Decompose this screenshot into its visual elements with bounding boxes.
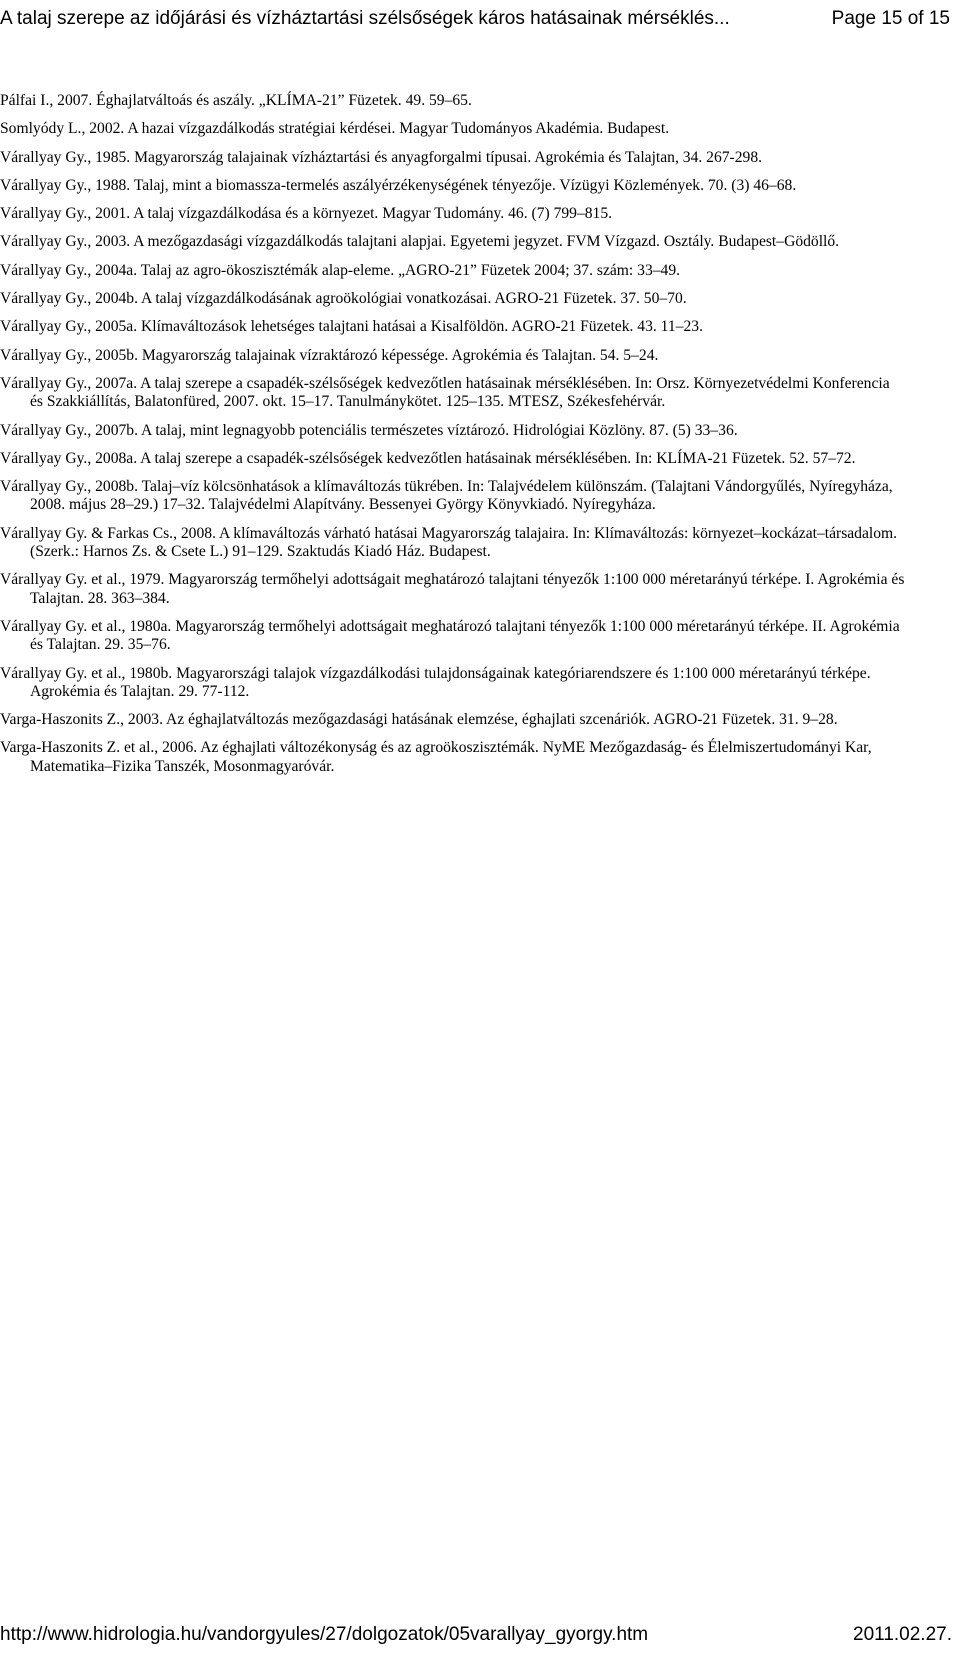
reference-item: Várallyay Gy., 2007a. A talaj szerepe a csapadék-szélsőségek kedvezőtlen hatásainak mérséklésében. In: Orsz. Környezetvédelmi Konferencia és Szakkiállítás, Balatonfüred, 2007. okt. 15–17. Tanulmánykötet. 125–135. MTESZ, Székesfehérvár. bbox=[0, 374, 890, 411]
reference-item: Várallyay Gy., 2005b. Magyarország talajainak vízraktározó képessége. Agrokémia és Talajtan. 54. 5–24. bbox=[0, 346, 659, 364]
reference-item: Várallyay Gy. et al., 1979. Magyarország termőhelyi adottságait meghatározó talajtani tényezők 1:100 000 méretarányú térképe. I. Agrokémia és Talajtan. 28. 363–384. bbox=[0, 571, 905, 607]
reference-list bbox=[0, 92, 905, 776]
print-header bbox=[0, 4, 950, 34]
reference-item: Várallyay Gy., 1988. Talaj, mint a biomassza-termelés aszályérzékenységének tényezője. Vízügyi Közlemények. 70. (3) 46–68. bbox=[0, 176, 797, 194]
page-number: Page 15 of 15 bbox=[831, 8, 950, 29]
document-title: A talaj szerepe az időjárási és vízháztartási szélsőségek káros hatásainak mérséklés... bbox=[0, 8, 730, 29]
reference-item: Várallyay Gy. et al., 1980a. Magyarország termőhelyi adottságait meghatározó talajtani tényezők 1:100 000 méretarányú térképe. II. Agrokémia és Talajtan. 29. 35–76. bbox=[0, 617, 900, 654]
reference-item: Várallyay Gy., 2008a. A talaj szerepe a csapadék-szélsőségek kedvezőtlen hatásainak mérséklésében. In: KLÍMA-21 Füzetek. 52. 57–72. bbox=[0, 449, 856, 467]
reference-item: Varga-Haszonits Z. et al., 2006. Az éghajlati változékonyság és az agroökoszisztémák. NyME Mezőgazdaság- és Élelmiszertudományi Kar, Matematika–Fizika Tanszék, Mosonmagyaróvár. bbox=[0, 739, 872, 775]
reference-item: Várallyay Gy., 2003. A mezőgazdasági vízgazdálkodás talajtani alapjai. Egyetemi jegyzet. FVM Vízgazd. Osztály. Budapest–Gödöllő. bbox=[0, 233, 840, 251]
reference-item: Várallyay Gy., 2005a. Klímaváltozások lehetséges talajtani hatásai a Kisalföldön. AGRO-21 Füzetek. 43. 11–23. bbox=[0, 318, 703, 336]
reference-item: Várallyay Gy., 2001. A talaj vízgazdálkodása és a környezet. Magyar Tudomány. 46. (7) 799–815. bbox=[0, 205, 613, 223]
reference-item: Somlyódy L., 2002. A hazai vízgazdálkodás stratégiai kérdései. Magyar Tudományos Akadémia. Budapest. bbox=[0, 120, 670, 138]
reference-item: Várallyay Gy., 2004b. A talaj vízgazdálkodásának agroökológiai vonatkozásai. AGRO-21 Füzetek. 37. 50–70. bbox=[0, 290, 687, 308]
reference-item: Várallyay Gy. et al., 1980b. Magyarországi talajok vízgazdálkodási tulajdonságainak kategóriarendszere és 1:100 000 méretarányú térképe. Agrokémia és Talajtan. 29. 77-112. bbox=[0, 664, 871, 700]
reference-item: Várallyay Gy., 2008b. Talaj–víz kölcsönhatások a klímaváltozás tükrében. In: Talajvédelem különszám. (Talajtani Vándorgyűlés, Nyíregyháza, 2008. május 28–29.) 17–32. Talajvédelmi Alapítvány. Bessenyei György Könyvkiadó. Nyíregyháza. bbox=[0, 478, 893, 514]
print-date: 2011.02.27. bbox=[853, 1624, 952, 1645]
source-url: http://www.hidrologia.hu/vandorgyules/27/dolgozatok/05varallyay_gyorgy.htm bbox=[0, 1624, 649, 1645]
reference-item: Várallyay Gy., 2004a. Talaj az agro-ökoszisztémák alap-eleme. „AGRO-21” Füzetek 2004; 37. szám: 33–49. bbox=[0, 261, 681, 279]
reference-item: Varga-Haszonits Z., 2003. Az éghajlatváltozás mezőgazdasági hatásának elemzése, éghajlati szcenáriók. AGRO-21 Füzetek. 31. 9–28. bbox=[0, 711, 838, 729]
reference-item: Várallyay Gy., 2007b. A talaj, mint legnagyobb potenciális természetes víztározó. Hidrológiai Közlöny. 87. (5) 33–36. bbox=[0, 421, 738, 439]
reference-item: Várallyay Gy. & Farkas Cs., 2008. A klímaváltozás várható hatásai Magyarország talajaira. In: Klímaváltozás: környezet–kockázat–társadalom. (Szerk.: Harnos Zs. & Csete L.) 91–129. Szaktudás Kiadó Ház. Budapest. bbox=[0, 524, 898, 561]
reference-item: Pálfai I., 2007. Éghajlatváltoás és aszály. „KLÍMA-21” Füzetek. 49. 59–65. bbox=[0, 92, 472, 109]
reference-item: Várallyay Gy., 1985. Magyarország talajainak vízháztartási és anyagforgalmi típusai. Agrokémia és Talajtan, 34. 267-298. bbox=[0, 148, 763, 166]
print-footer bbox=[0, 1621, 952, 1649]
